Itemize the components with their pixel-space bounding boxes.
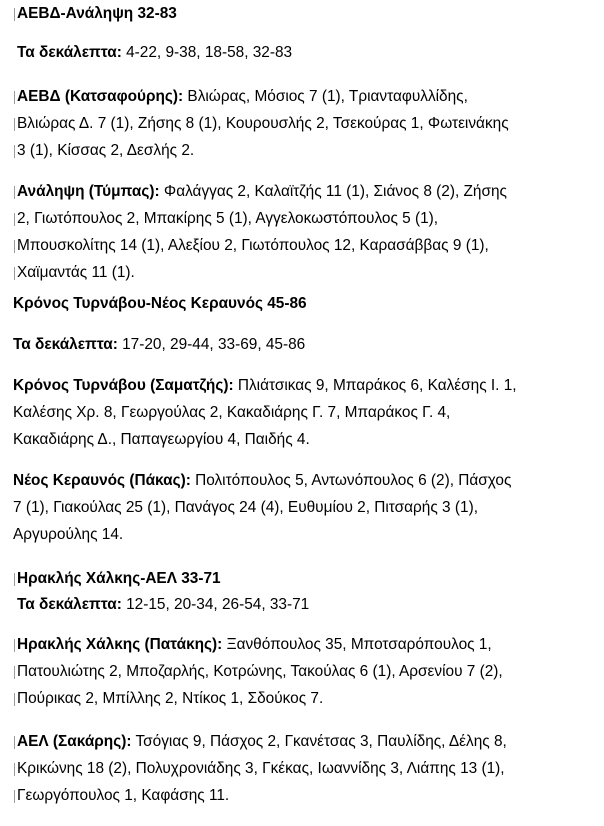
quarters-value: 17-20, 29-44, 33-69, 45-86	[117, 336, 306, 353]
team-text: Τσόγιας 9, Πάσχος 2, Γκανέτσας 3, Παυλίδης, Δέλης 8,	[131, 733, 507, 750]
team-text-line: Πατουλιώτης 2, Μποζαρλής, Κοτρώνης, Τακούλας 6 (1), Αρσενίου 7 (2),	[17, 661, 503, 683]
team-label: Κρόνος Τυρνάβου (Σαματζής):	[13, 377, 234, 394]
team-text-line: 7 (1), Γιακούλας 25 (1), Πανάγος 24 (4), Ευθυμίου 2, Πιτσαρής 3 (1),	[13, 499, 478, 516]
quarters-label: Τα δεκάλεπτα:	[17, 44, 122, 61]
quarters-line	[17, 594, 309, 616]
team-text-line: 3 (1), Κίσσας 2, Δεσλής 2.	[17, 140, 194, 162]
team-line	[17, 181, 507, 203]
team-text: Ξανθόπουλος 35, Μποτσαρόπουλος 1,	[222, 636, 492, 653]
game-heading: ΑΕΒΔ-Ανάληψη 32-83	[17, 3, 177, 25]
game-heading: Ηρακλής Χάλκης-ΑΕΛ 33-71	[17, 568, 221, 590]
team-text-line: Μπουσκολίτης 14 (1), Αλεξίου 2, Γιωτόπουλος 12, Καρασάββας 9 (1),	[17, 235, 489, 257]
team-text-line: Καλέσης Χρ. 8, Γεωργούλας 2, Κακαδιάρης Γ. 7, Μπαράκος Γ. 4,	[13, 404, 451, 421]
quarters-line	[17, 42, 292, 64]
team-text-line: Πούρικας 2, Μπίλλης 2, Ντίκος 1, Σδούκος 7.	[17, 688, 323, 710]
quarters-label: Τα δεκάλεπτα:	[17, 596, 122, 613]
team-text: Βλιώρας, Μόσιος 7 (1), Τριανταφυλλίδης,	[183, 88, 468, 105]
team-label: Νέος Κεραυνός (Πάκας):	[13, 472, 191, 489]
team-line	[13, 470, 511, 492]
team-text-line: Κρικώνης 18 (2), Πολυχρονιάδης 3, Γκέκας, Ιωαννίδης 3, Λιάπης 13 (1),	[17, 758, 505, 780]
quarters-label: Τα δεκάλεπτα:	[13, 336, 118, 353]
team-line	[17, 731, 507, 753]
quarters-value: 4-22, 9-38, 18-58, 32-83	[121, 44, 293, 61]
team-text: Φαλάγγας 2, Καλαϊτζής 11 (1), Σιάνος 8 (2), Ζήσης	[159, 183, 507, 200]
team-text-line: Αργυρούλης 14.	[13, 526, 124, 543]
team-label: Ανάληψη (Τύμπας):	[17, 183, 160, 200]
team-text-line: Γεωργόπουλος 1, Καφάσης 11.	[17, 785, 229, 807]
team-text-line: Κακαδιάρης Δ., Παπαγεωργίου 4, Παιδής 4.	[13, 431, 310, 448]
team-line	[17, 634, 492, 656]
team-line	[17, 86, 468, 108]
team-label: ΑΕΛ (Σακάρης):	[17, 733, 132, 750]
quarters-value: 12-15, 20-34, 26-54, 33-71	[121, 596, 310, 613]
team-line	[13, 375, 517, 397]
team-text-line: 2, Γιωτόπουλος 2, Μπακίρης 5 (1), Αγγελοκωστόπουλος 5 (1),	[17, 208, 438, 230]
team-text: Πλιάτσικας 9, Μπαράκος 6, Καλέσης Ι. 1,	[233, 377, 517, 394]
team-text: Πολιτόπουλος 5, Αντωνόπουλος 6 (2), Πάσχος	[190, 472, 512, 489]
team-label: Ηρακλής Χάλκης (Πατάκης):	[17, 636, 223, 653]
game-heading: Κρόνος Τυρνάβου-Νέος Κεραυνός 45-86	[13, 295, 307, 312]
team-text-line: Βλιώρας Δ. 7 (1), Ζήσης 8 (1), Κουρουσλής 2, Τσεκούρας 1, Φωτεινάκης	[17, 113, 509, 135]
quarters-line	[13, 334, 305, 356]
team-text-line: Χαϊμαντάς 11 (1).	[17, 262, 135, 284]
team-label: ΑΕΒΔ (Κατσαφούρης):	[17, 88, 184, 105]
